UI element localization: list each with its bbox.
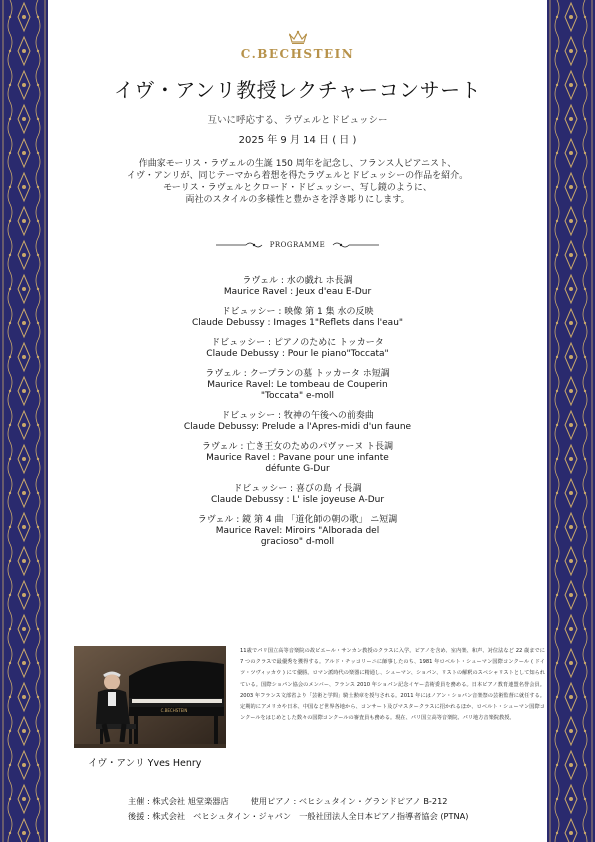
flourish-right-icon — [331, 241, 379, 249]
pianist-photo-image — [74, 646, 226, 748]
piece-title-en: Claude Debussy : Pour le piano"Toccata" — [206, 349, 389, 359]
piece-title-ja: ラヴェル : 水の戯れ ホ長調 — [242, 276, 353, 286]
intro-text: 作曲家モーリス・ラヴェルの生誕 150 周年を記念し、フランス人ピアニスト、 イヴ・アンリが、同じテーマから着想を得たラヴェルとドビュッシーの作品を紹介。 モーリス・ラヴェルとクロード・ドビュッシー、写し鏡のように、 両社のスタイルの多様性と豊かさを浮き彫りにします。 — [126, 159, 469, 205]
left-ornament-border — [0, 0, 48, 842]
subtitle: 互いに呼応する、ラヴェルとドビュッシー — [207, 115, 388, 126]
piece-title-en: Claude Debussy : L' isle joyeuse A-Dur — [210, 495, 385, 505]
right-ornament-border — [547, 0, 595, 842]
credits — [128, 794, 470, 824]
programme-item — [48, 515, 547, 548]
crown-icon — [289, 30, 307, 44]
programme-item — [48, 442, 547, 475]
performer-caption: イヴ・アンリ Yves Henry — [88, 758, 202, 769]
piece-title-en: Maurice Ravel: Miroirs "Alborada del gracioso" d-moll — [215, 526, 380, 547]
performer-bio: 11歳でパリ国立高等音楽院の故ピエール・サンカン教授のクラスに入学。ピアノを含め、室内楽、和声、対位法など 22 歳までに 7 つのクラスで最優秀を獲得する。アルド・チッコリーニに師事したのち、1981 年ロベルト・シューマン国際コンクール ( ドイツ・ツヴィッカウ ) にて優勝。ロマン派時代の楽器に精通し、シューマン、ショパン、リストの解釈のスペシャリストとして知られている。国際ショパン協会のメンバー、フランス 2010 年ショパン記念イヤー芸術委員を務める。日本ピアノ教育連盟名誉会員。2003 年フランス文部省より「芸術と学問」騎士勲章を授与される。2011 年にはノアン・ショパン音楽祭の芸術監督に就任する。定期的にアメリカや日本、中国など世界各地から、コンサート及びマスタークラスに招かれるほか、ロベルト・シューマン国際コンクールをはじめとした数々の国際コンクールの審査員も務める。現在、パリ国立高等音楽院、パリ地方音楽院教授。 — [240, 648, 545, 722]
bechstein-logo — [48, 30, 547, 61]
piano-text: 使用ピアノ : ベヒシュタイン・グランドピアノ B-212 — [250, 796, 448, 806]
piece-title-en: Maurice Ravel : Pavane pour une infante défunte G-Dur — [206, 453, 389, 474]
event-date: 2025 年 9 月 14 日 ( 日 ) — [238, 135, 357, 146]
programme-label: PROGRAMME — [269, 241, 326, 249]
piece-title-ja: ラヴェル : クープランの墓 トッカータ ホ短調 — [205, 369, 390, 379]
piece-title-en: Maurice Ravel : Jeux d'eau E-Dur — [223, 287, 372, 297]
programme-item — [48, 369, 547, 402]
piano-brand-label: C.BECHSTEIN — [160, 708, 188, 713]
programme-item — [48, 276, 547, 298]
piece-title-en: Claude Debussy: Prelude a l'Apres-midi d'un faune — [183, 422, 412, 432]
piece-title-ja: ドビュッシー : 映像 第 1 集 水の反映 — [221, 307, 374, 317]
programme-item — [48, 484, 547, 506]
support-text: 後援 : 株式会社 ベヒシュタイン・ジャパン 一般社団法人全日本ピアノ指導者協会 (PTNA) — [128, 811, 469, 821]
piece-title-en: Claude Debussy : Images 1"Reflets dans l'eau" — [191, 318, 404, 328]
piece-title-ja: ラヴェル : 鏡 第 4 曲 「道化師の朝の歌」 ニ短調 — [197, 515, 398, 525]
performer-photo — [74, 646, 226, 748]
programme-list — [48, 276, 547, 557]
piece-title-ja: ドビュッシー : 牧神の午後への前奏曲 — [221, 411, 374, 421]
ornament-pattern-icon — [0, 0, 48, 842]
ornament-pattern-icon — [547, 0, 595, 842]
programme-item — [48, 338, 547, 360]
piece-title-ja: ラヴェル : 亡き王女のためのパヴァーヌ ト長調 — [201, 442, 394, 452]
programme-heading — [48, 238, 547, 252]
flourish-left-icon — [216, 241, 264, 249]
poster-content — [48, 0, 547, 842]
piece-title-ja: ドビュッシー : 喜びの島 イ長調 — [233, 484, 362, 494]
brand-name: C.BECHSTEIN — [240, 47, 355, 61]
organizer-text: 主催 : 株式会社 旭堂楽器店 — [128, 796, 229, 806]
piece-title-ja: ドビュッシー : ピアノのために トッカータ — [211, 338, 384, 348]
programme-item — [48, 307, 547, 329]
page-title: イヴ・アンリ教授レクチャーコンサート — [113, 78, 482, 102]
programme-item — [48, 411, 547, 433]
piece-title-en: Maurice Ravel: Le tombeau de Couperin "Toccata" e-moll — [207, 380, 388, 401]
credits-line-1 — [128, 794, 470, 809]
